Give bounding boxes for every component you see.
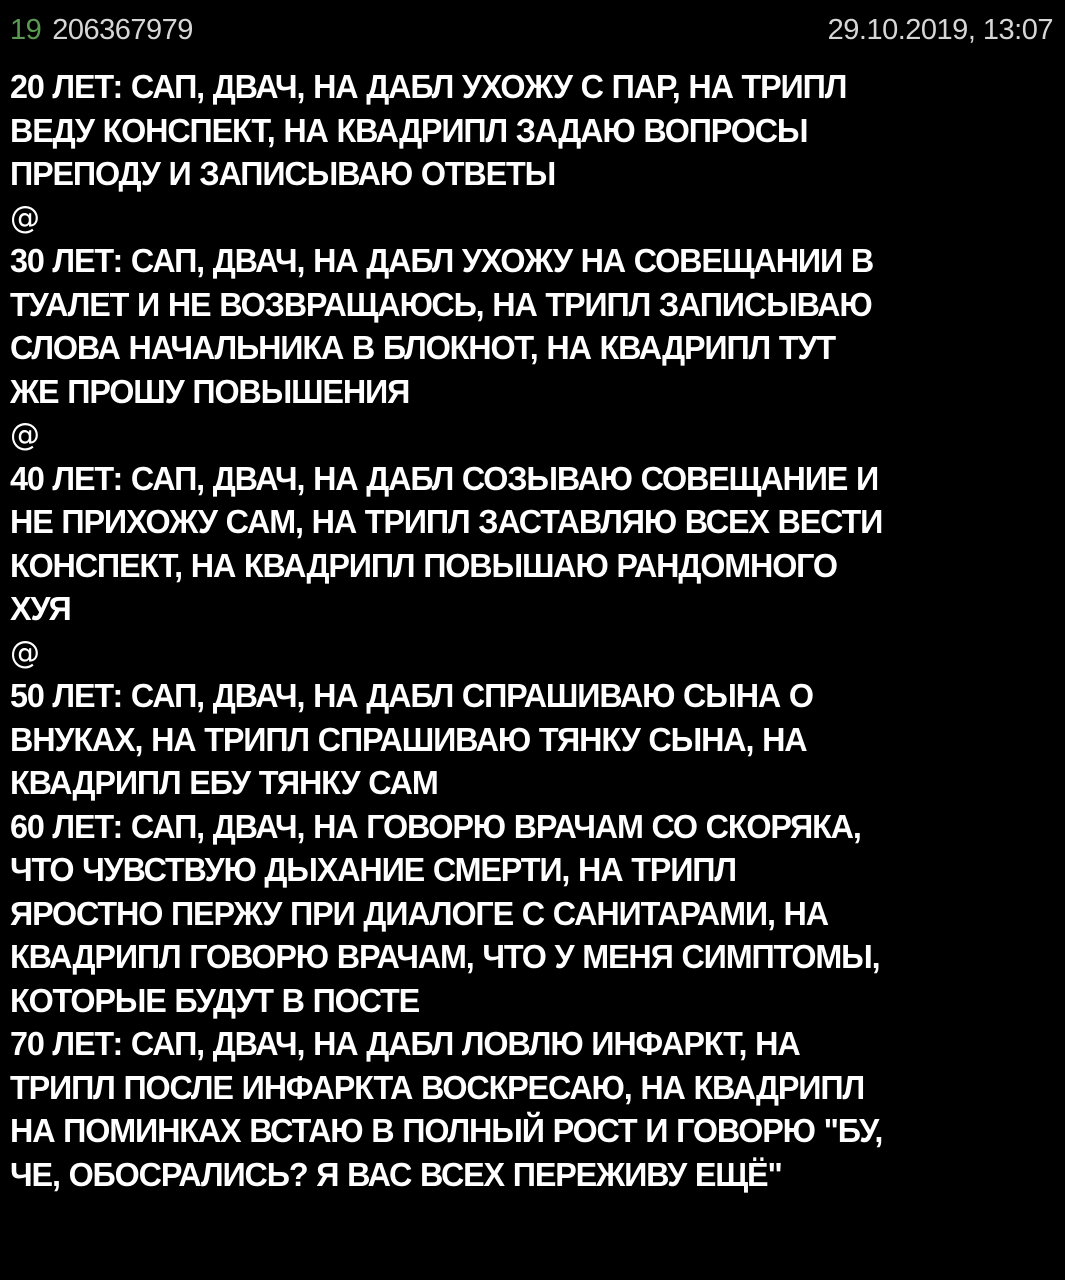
post-line: КОТОРЫЕ БУДУТ В ПОСТЕ	[10, 982, 420, 1020]
post-line: ПРЕПОДУ И ЗАПИСЫВАЮ ОТВЕТЫ	[10, 156, 556, 193]
post-number[interactable]: 19	[10, 14, 42, 46]
post-line: 30 ЛЕТ: САП, ДВАЧ, НА ДАБЛ УХОЖУ НА СОВЕЩАНИИ В	[10, 243, 874, 280]
post-line: ВЕДУ КОНСПЕКТ, НА КВАДРИПЛ ЗАДАЮ ВОПРОСЫ	[10, 112, 808, 150]
post-line: КВАДРИПЛ ГОВОРЮ ВРАЧАМ, ЧТО У МЕНЯ СИМПТОМЫ,	[10, 939, 880, 976]
post-line: ТРИПЛ ПОСЛЕ ИНФАРКТА ВОСКРЕСАЮ, НА КВАДРИПЛ	[10, 1069, 864, 1107]
post-line-separator: @	[10, 199, 39, 236]
post-line: 60 ЛЕТ: САП, ДВАЧ, НА ГОВОРЮ ВРАЧАМ СО СКОРЯКА,	[10, 808, 861, 846]
post-meta	[10, 14, 193, 47]
post-line: НЕ ПРИХОЖУ САМ, НА ТРИПЛ ЗАСТАВЛЯЮ ВСЕХ ВЕСТИ	[10, 504, 883, 541]
post-datetime: 29.10.2019, 13:07	[827, 14, 1053, 46]
post-line: ХУЯ	[10, 591, 71, 628]
post-line: ЖЕ ПРОШУ ПОВЫШЕНИЯ	[10, 373, 410, 411]
post-line: СЛОВА НАЧАЛЬНИКА В БЛОКНОТ, НА КВАДРИПЛ ТУТ	[10, 330, 835, 367]
post-body	[10, 66, 1055, 1197]
post-line-separator: @	[10, 634, 39, 671]
post-line: НА ПОМИНКАХ ВСТАЮ В ПОЛНЫЙ РОСТ И ГОВОРЮ "БУ,	[10, 1113, 883, 1150]
post-line: 70 ЛЕТ: САП, ДВАЧ, НА ДАБЛ ЛОВЛЮ ИНФАРКТ, НА	[10, 1026, 800, 1063]
post-line: 20 ЛЕТ: САП, ДВАЧ, НА ДАБЛ УХОЖУ С ПАР, НА ТРИПЛ	[10, 69, 847, 106]
post-line: 40 ЛЕТ: САП, ДВАЧ, НА ДАБЛ СОЗЫВАЮ СОВЕЩАНИЕ И	[10, 460, 879, 498]
post-line: 50 ЛЕТ: САП, ДВАЧ, НА ДАБЛ СПРАШИВАЮ СЫНА О	[10, 678, 813, 715]
post-line: ВНУКАХ, НА ТРИПЛ СПРАШИВАЮ ТЯНКУ СЫНА, НА	[10, 721, 807, 759]
post-line: ЧЕ, ОБОСРАЛИСЬ? Я ВАС ВСЕХ ПЕРЕЖИВУ ЕЩЁ"	[10, 1156, 782, 1194]
post-line-separator: @	[10, 417, 39, 453]
post	[10, 14, 1055, 1197]
post-line: ТУАЛЕТ И НЕ ВОЗВРАЩАЮСЬ, НА ТРИПЛ ЗАПИСЫВАЮ	[10, 286, 872, 324]
post-line: КВАДРИПЛ ЕБУ ТЯНКУ САМ	[10, 765, 438, 802]
post-line: КОНСПЕКТ, НА КВАДРИПЛ ПОВЫШАЮ РАНДОМНОГО	[10, 547, 837, 585]
post-line: ЧТО ЧУВСТВУЮ ДЫХАНИЕ СМЕРТИ, НА ТРИПЛ	[10, 852, 736, 889]
post-id[interactable]: 206367979	[52, 14, 193, 46]
post-line: ЯРОСТНО ПЕРЖУ ПРИ ДИАЛОГЕ С САНИТАРАМИ, НА	[10, 895, 828, 933]
post-header	[10, 14, 1055, 54]
